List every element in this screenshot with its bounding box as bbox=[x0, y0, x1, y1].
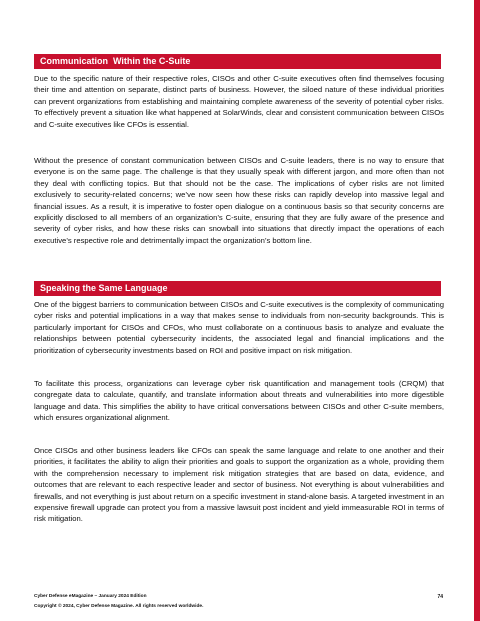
section-heading-same-language: Speaking the Same Language bbox=[34, 281, 441, 296]
footer-edition: Cyber Defense eMagazine – January 2024 Edition bbox=[34, 594, 147, 599]
section-heading-communication: Communication Within the C-Suite bbox=[34, 54, 441, 69]
page-number: 74 bbox=[437, 594, 443, 600]
paragraph: Without the presence of constant communication between CISOs and C-suite leaders, there is no way to ensure that everyone is on the same page. The challenge is that they usually speak with different jargon, and more often than not they deal with conflicting topics. But that should not be the case. The implications of cyber risks are not limited exclusively to security-related concerns; we’ve now seen how these risks can rapidly develop into massive legal and financial issues. As a result, it is imperative to foster open dialogue on a continuous basis so that security concerns are explicitly disclosed to all members of an organization’s C-suite, ensuring that they are fully aware of the presence and severity of cyber risks, and how these risks can snowball into situations that directly impact the operations of each executive’s respective role and detrimentally impact the organization’s bottom line. bbox=[34, 156, 444, 245]
paragraph: Once CISOs and other business leaders like CFOs can speak the same language and relate to one another and their priorities, it facilitates the ability to align their priorities and goals to support the organization as a whole, providing them with the comprehension necessary to implement risk mitigation strategies that are based on data, evidence, and outcomes that are relevant to each respective leader and sector of business. Not everything is about vulnerabilities and firewalls, and not everything is just about return on a specific investment in stand-alone basis. A targeted investment in an expensive firewall upgrade can protect you from a massive lawsuit post incident and yield immeasurable ROI in terms of risk mitigation. bbox=[34, 446, 444, 524]
paragraph: One of the biggest barriers to communication between CISOs and C-suite executives is the complexity of communicating cyber risks and potential implications in a way that makes sense to individuals from non-security backgrounds. This is particularly important for CISOs and CFOs, who must collaborate on a continuous basis to analyze and evaluate the relationships between potential cybersecurity incidents, the associated legal and financial implications and the prioritization of cybersecurity investments based on ROI and positive impact on risk mitigation. bbox=[34, 300, 444, 355]
paragraph: Due to the specific nature of their respective roles, CISOs and other C-suite executives often find themselves focusing their time and attention on separate, distinct parts of business. However, the siloed nature of these individual priorities can prevent organizations from establishing and maintaining complete awareness of the severity of potential cyber risks. To effectively prevent a situation like what happened at SolarWinds, clear and consistent communication between CISOs and C-suite executives like CFOs is essential. bbox=[34, 74, 444, 129]
accent-sidebar bbox=[474, 0, 480, 621]
footer-copyright: Copyright © 2024, Cyber Defense Magazine. All rights reserved worldwide. bbox=[34, 604, 204, 609]
paragraph: To facilitate this process, organizations can leverage cyber risk quantification and management tools (CRQM) that congregate data to calculate, quantify, and translate information about threats and vulnerabilities into more digestible language and data. This simplifies the ability to have critical conversations between CISOs and other C-suite members, which ensures organizational alignment. bbox=[34, 379, 444, 423]
